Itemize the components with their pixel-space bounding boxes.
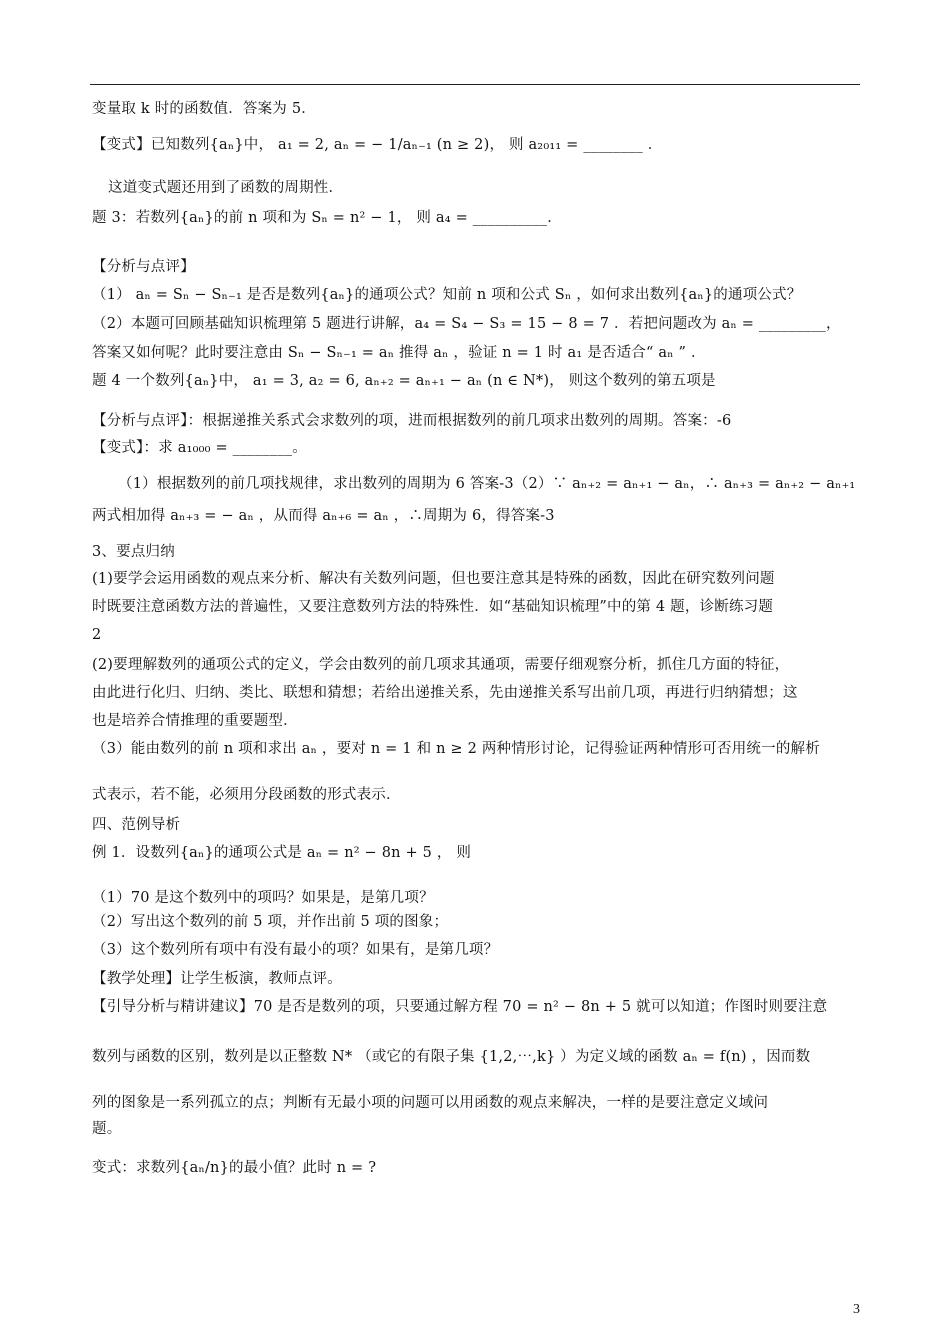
text-line: 时既要注意函数方法的普遍性，又要注意数列方法的特殊性．如“基础知识梳理”中的第 4 题，诊断练习题 bbox=[92, 599, 774, 615]
text-line: 两式相加得 aₙ₊₃ = − aₙ ，从而得 aₙ₊₆ = aₙ ，∴周期为 6，得答案-3 bbox=[92, 508, 555, 524]
text-line: 【引导分析与精讲建议】70 是否是数列的项，只要通过解方程 70 = n² − 8n + 5 就可以知道；作图时则要注意 bbox=[92, 999, 828, 1015]
section-heading: 四、范例导析 bbox=[92, 817, 181, 833]
text-line: （2）本题可回顾基础知识梳理第 5 题进行讲解，a₄ = S₄ − S₃ = 15 − 8 = 7 ．若把问题改为 aₙ = _________， bbox=[92, 316, 841, 332]
text-line: （1） aₙ = Sₙ − Sₙ₋₁ 是否是数列{aₙ}的通项公式？知前 n 项和公式 Sₙ ，如何求出数列{aₙ}的通项公式？ bbox=[92, 287, 802, 303]
text-line: 答案又如何呢？此时要注意由 Sₙ − Sₙ₋₁ = aₙ 推得 aₙ ，验证 n = 1 时 a₁ 是否适合“ aₙ ” ． bbox=[92, 345, 706, 361]
text-line: 【变式】已知数列{aₙ}中， a₁ = 2, aₙ = − 1/aₙ₋₁ (n ≥ 2)， 则 a₂₀₁₁ = ________ ． bbox=[92, 137, 663, 153]
text-line: 也是培养合情推理的重要题型． bbox=[92, 713, 298, 729]
text-line: 【教学处理】让学生板演，教师点评。 bbox=[92, 971, 342, 987]
text-line: 【变式】：求 a₁₀₀₀ = ________。 bbox=[92, 440, 307, 456]
text-line: 由此进行化归、归纳、类比、联想和猜想；若给出递推关系，先由递推关系写出前几项，再进行归纳猜想；这 bbox=[92, 685, 798, 701]
text-line: 这道变式题还用到了函数的周期性． bbox=[108, 180, 344, 196]
text-line: （3）能由数列的前 n 项和求出 aₙ ，要对 n = 1 和 n ≥ 2 两种情形讨论，记得验证两种情形可否用统一的解析 bbox=[92, 741, 820, 757]
page-number: 3 bbox=[853, 1302, 860, 1317]
text-line: (1)要学会运用函数的观点来分析、解决有关数列问题，但也要注意其是特殊的函数，因此在研究数列问题 bbox=[92, 571, 775, 587]
text-line: 题。 bbox=[92, 1121, 122, 1137]
header-rule bbox=[90, 84, 860, 85]
text-line: 变式：求数列{aₙ/n}的最小值？此时 n = ? bbox=[92, 1160, 377, 1176]
text-line: （3）这个数列所有项中有没有最小的项？如果有，是第几项？ bbox=[92, 942, 499, 958]
text-line: 【分析与点评】 bbox=[92, 259, 195, 275]
text-line: 题 4 一个数列{aₙ}中， a₁ = 3, a₂ = 6, aₙ₊₂ = aₙ₊₁ − aₙ (n ∈ N*)， 则这个数列的第五项是 bbox=[92, 373, 716, 389]
text-line: 题 3：若数列{aₙ}的前 n 项和为 Sₙ = n² − 1， 则 a₄ = __________． bbox=[92, 210, 562, 226]
text-line: 列的图象是一系列孤立的点；判断有无最小项的问题可以用函数的观点来解决，一样的是要注意定义域问 bbox=[92, 1095, 769, 1111]
text-line: 式表示，若不能，必须用分段函数的形式表示． bbox=[92, 787, 401, 803]
section-heading: 3、要点归纳 bbox=[92, 544, 175, 560]
text-line: 【分析与点评】：根据递推关系式会求数列的项，进而根据数列的前几项求出数列的周期。答案：-6 bbox=[92, 413, 732, 429]
text-line: （1）70 是这个数列中的项吗？如果是，是第几项？ bbox=[92, 890, 434, 906]
text-line: 2 bbox=[92, 627, 102, 643]
text-line: 例 1．设数列{aₙ}的通项公式是 aₙ = n² − 8n + 5 ， 则 bbox=[92, 845, 472, 861]
text-line: （2）写出这个数列的前 5 项，并作出前 5 项的图象； bbox=[92, 914, 449, 930]
text-line: (2)要理解数列的通项公式的定义，学会由数列的前几项求其通项，需要仔细观察分析，抓住几方面的特征， bbox=[92, 657, 790, 673]
text-line: （1）根据数列的前几项找规律，求出数列的周期为 6 答案-3（2）∵ aₙ₊₂ = aₙ₊₁ − aₙ，∴ aₙ₊₃ = aₙ₊₂ − aₙ₊₁ bbox=[118, 476, 856, 492]
text-line: 数列与函数的区别，数列是以正整数 N* （或它的有限子集 {1,2,⋯,k} ）为定义域的函数 aₙ = f(n) ，因而数 bbox=[92, 1049, 811, 1065]
text-line: 变量取 k 时的函数值．答案为 5． bbox=[92, 101, 316, 117]
